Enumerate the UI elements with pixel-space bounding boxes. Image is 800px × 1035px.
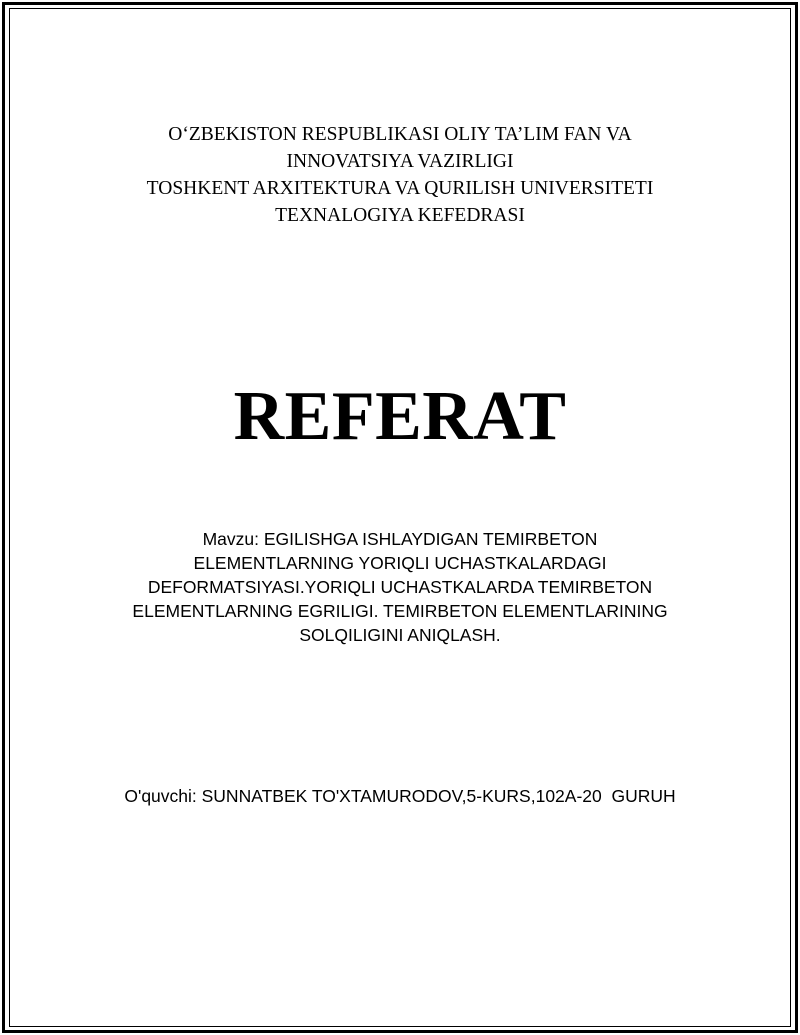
topic-line: ELEMENTLARNING YORIQLI UCHASTKALARDAGI — [193, 553, 607, 573]
topic-line: Mavzu: EGILISHGA ISHLAYDIGAN TEMIRBETON — [202, 529, 598, 549]
topic-line: SOLQILIGINI ANIQLASH. — [299, 625, 501, 645]
topic-line: DEFORMATSIYASI.YORIQLI UCHASTKALARDA TEMIRBETON — [147, 577, 653, 597]
header-line: O‘ZBEKISTON RESPUBLIKASI OLIY TA’LIM FAN VA — [168, 124, 632, 145]
document-title: REFERAT — [233, 378, 567, 455]
header-line: TEXNALOGIYA KEFEDRASI — [275, 205, 525, 226]
header-line: TOSHKENT ARXITEKTURA VA QURILISH UNIVERSITETI — [146, 178, 654, 199]
student-info: O'quvchi: SUNNATBEK TO'XTAMURODOV,5-KURS,102A-20 GURUH — [124, 786, 676, 806]
topic-block — [0, 527, 800, 647]
header-line: INNOVATSIYA VAZIRLIGI — [286, 151, 514, 172]
institution-header — [0, 121, 800, 229]
topic-line: ELEMENTLARNING EGRILIGI. TEMIRBETON ELEMENTLARINING — [132, 601, 668, 621]
